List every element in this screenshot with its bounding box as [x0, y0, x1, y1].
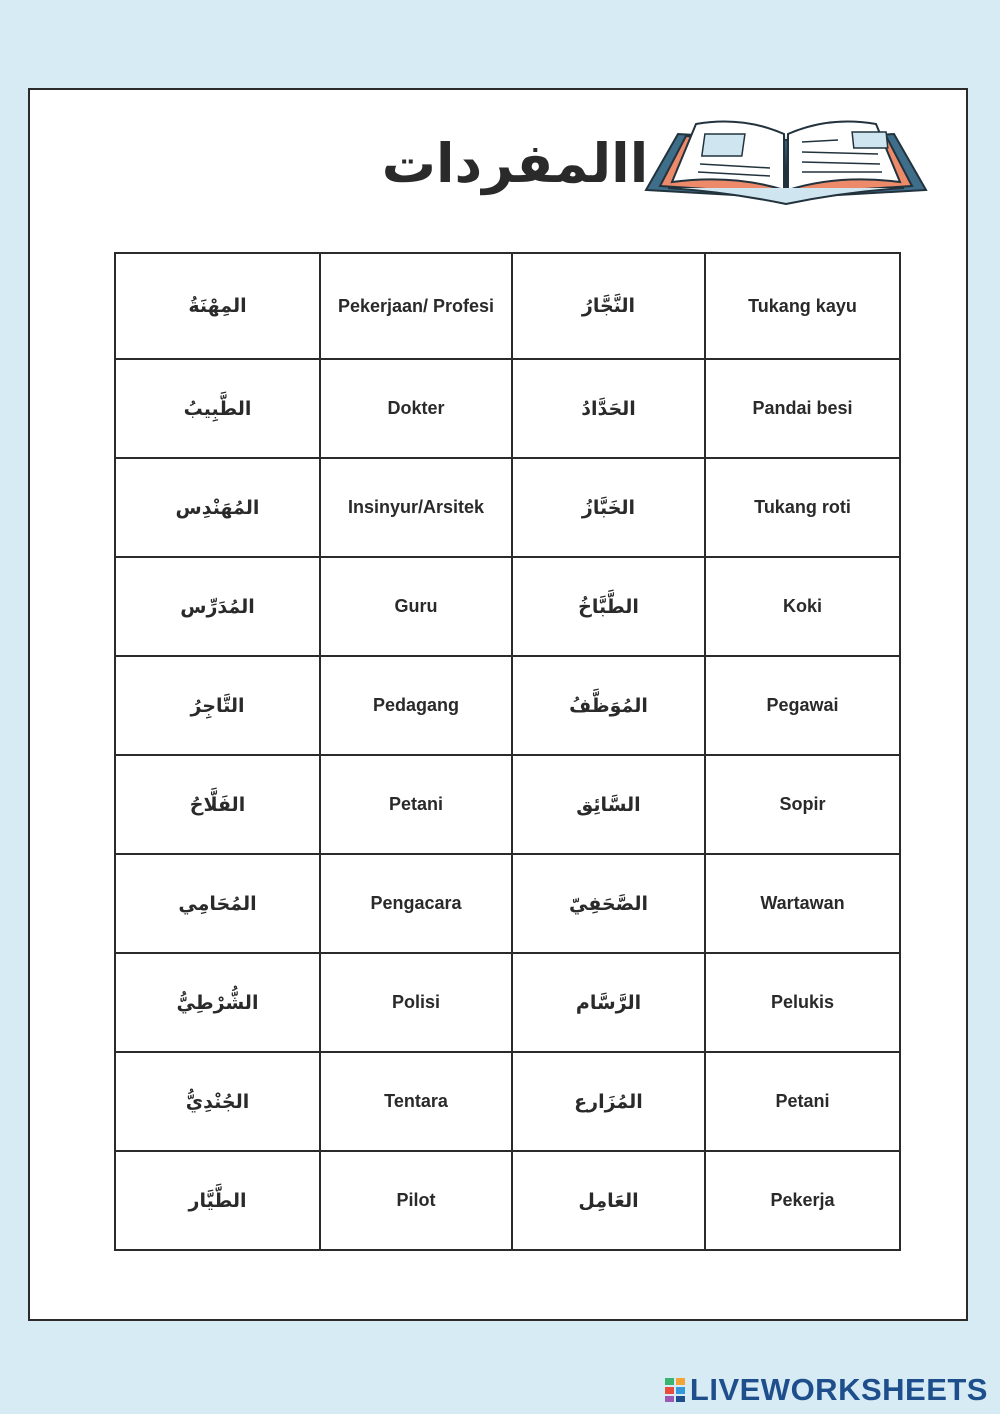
indonesian-word: Koki	[705, 557, 900, 656]
indonesian-word: Tentara	[320, 1052, 512, 1151]
indonesian-word: Dokter	[320, 359, 512, 458]
arabic-word: السَّائِق	[512, 755, 705, 854]
arabic-word: المُهَنْدِس	[115, 458, 320, 557]
arabic-word: الشُّرْطِيُّ	[115, 953, 320, 1052]
table-row	[115, 953, 900, 1052]
arabic-word: الطَّيَّار	[115, 1151, 320, 1250]
arabic-word: التَّاجِرُ	[115, 656, 320, 755]
indonesian-word: Pekerjaan/ Profesi	[320, 253, 512, 359]
arabic-word: المُحَامِي	[115, 854, 320, 953]
indonesian-word: Pengacara	[320, 854, 512, 953]
indonesian-word: Wartawan	[705, 854, 900, 953]
indonesian-word: Tukang kayu	[705, 253, 900, 359]
arabic-word: الجُنْدِيُّ	[115, 1052, 320, 1151]
table-row	[115, 458, 900, 557]
arabic-word: الرَّسَّام	[512, 953, 705, 1052]
indonesian-word: Petani	[320, 755, 512, 854]
page-title: االمفردات	[381, 132, 649, 195]
indonesian-word: Pedagang	[320, 656, 512, 755]
indonesian-word: Guru	[320, 557, 512, 656]
liveworksheets-brand: LIVEWORKSHEETS	[689, 1372, 988, 1407]
arabic-word: العَامِل	[512, 1151, 705, 1250]
indonesian-word: Pegawai	[705, 656, 900, 755]
table-row	[115, 359, 900, 458]
arabic-word: المُوَظَّفُ	[512, 656, 705, 755]
arabic-word: الفَلَّاحُ	[115, 755, 320, 854]
table-row	[115, 755, 900, 854]
indonesian-word: Pelukis	[705, 953, 900, 1052]
indonesian-word: Tukang roti	[705, 458, 900, 557]
arabic-word: الطَّبَّاخُ	[512, 557, 705, 656]
table-row	[115, 253, 900, 359]
arabic-word: الخَبَّازُ	[512, 458, 705, 557]
indonesian-word: Polisi	[320, 953, 512, 1052]
indonesian-word: Sopir	[705, 755, 900, 854]
table-row	[115, 854, 900, 953]
open-book-icon	[638, 112, 934, 216]
table-row	[115, 1052, 900, 1151]
table-row	[115, 1151, 900, 1250]
arabic-word: الصَّحَفِيّ	[512, 854, 705, 953]
indonesian-word: Insinyur/Arsitek	[320, 458, 512, 557]
arabic-word: المِهْنَةُ	[115, 253, 320, 359]
liveworksheets-logo-icon	[664, 1377, 686, 1403]
vocabulary-table	[114, 252, 901, 1251]
arabic-word: المُدَرِّس	[115, 557, 320, 656]
worksheet-page	[28, 88, 968, 1321]
arabic-word: المُزَارع	[512, 1052, 705, 1151]
indonesian-word: Pilot	[320, 1151, 512, 1250]
table-row	[115, 557, 900, 656]
liveworksheets-footer[interactable]	[664, 1372, 988, 1408]
indonesian-word: Pekerja	[705, 1151, 900, 1250]
arabic-word: الطَّبِيبُ	[115, 359, 320, 458]
indonesian-word: Pandai besi	[705, 359, 900, 458]
arabic-word: النَّجَّارُ	[512, 253, 705, 359]
arabic-word: الحَدَّادُ	[512, 359, 705, 458]
table-row	[115, 656, 900, 755]
indonesian-word: Petani	[705, 1052, 900, 1151]
